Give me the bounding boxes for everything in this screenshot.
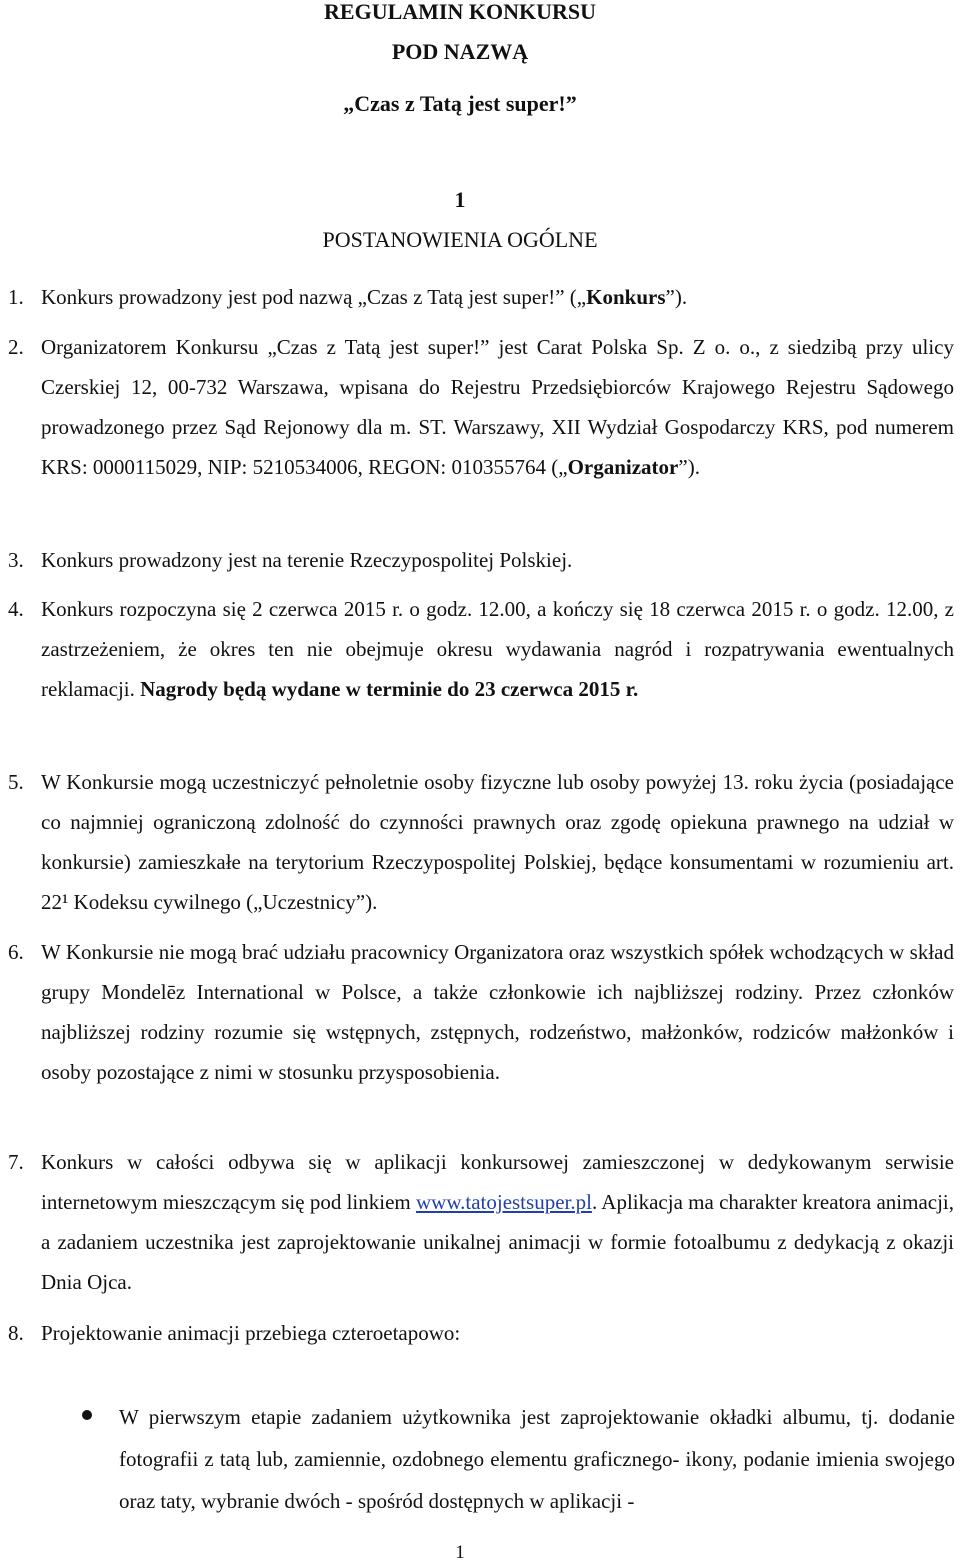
item-number: 3.: [8, 548, 24, 572]
contest-name: „Czas z Tatą jest super!”: [343, 91, 577, 116]
bullet-text: W pierwszym etapie zadaniem użytkownika jest zaprojektowanie okładki albumu, tj. dodanie fotografii z tatą lub, zamiennie, ozdobnego elementu graficznego- ikony, podanie imienia swojego oraz taty, wybranie dwóch - spośród dostępnych w aplikacji -: [119, 1405, 955, 1513]
document-subtitle: POD NAZWĄ: [391, 39, 529, 64]
item-number: 7.: [8, 1150, 24, 1174]
item-number: 8.: [8, 1321, 24, 1345]
item-number: 2.: [8, 335, 24, 359]
item-text: Konkurs rozpoczyna się 2 czerwca 2015 r. o godz. 12.00, a kończy się 18 czerwca 2015 r. o godz. 12.00, z zastrzeżeniem, że okres ten nie obejmuje okresu wydawania nagród i rozpatrywania ewentualnych reklamacji. Nagrody będą wydane w terminie do 23 czerwca 2015 r.: [41, 597, 954, 701]
section-title: POSTANOWIENIA OGÓLNE: [322, 227, 598, 252]
item-text: W Konkursie nie mogą brać udziału pracownicy Organizatora oraz wszystkich spółek wchodzących w skład grupy Mondelēz International w Polsce, a także członkowie ich najbliższej rodziny. Przez członków najbliższej rodziny rozumie się wstępnych, zstępnych, rodzeństwo, małżonków, rodziców małżonków i osoby pozostające z nimi w stosunku przysposobienia.: [41, 940, 954, 1084]
item-number: 6.: [8, 940, 24, 964]
item-number: 4.: [8, 597, 24, 621]
item-number: 1.: [8, 285, 24, 309]
item-text: Konkurs prowadzony jest na terenie Rzeczypospolitej Polskiej.: [41, 548, 573, 572]
bullet-icon: [82, 1410, 92, 1420]
item-text: Konkurs w całości odbywa się w aplikacji konkursowej zamieszczonej w dedykowanym serwisie internetowym mieszczącym się pod linkiem www.tatojestsuper.pl. Aplikacja ma charakter kreatora animacji, a zadaniem uczestnika jest zaprojektowanie unikalnej animacji w formie fotoalbumu z dedykacją z okazji Dnia Ojca.: [41, 1150, 955, 1294]
item-text: Organizatorem Konkursu „Czas z Tatą jest super!” jest Carat Polska Sp. Z o. o., z siedzibą przy ulicy Czerskiej 12, 00-732 Warszawa, wpisana do Rejestru Przedsiębiorców Krajowego Rejestru Sądowego prowadzonego przez Sąd Rejonowy dla m. ST. Warszawy, XII Wydział Gospodarczy KRS, pod numerem KRS: 0000115029, NIP: 5210534006, REGON: 010355764 („Organizator”).: [41, 335, 954, 479]
item-text: W Konkursie mogą uczestniczyć pełnoletnie osoby fizyczne lub osoby powyżej 13. roku życia (posiadające co najmniej ograniczoną zdolność do czynności prawnych oraz zgodę opiekuna prawnego na udział w konkursie) zamieszkałe na terytorium Rzeczypospolitej Polskiej, będące konsumentami w rozumieniu art. 22¹ Kodeksu cywilnego („Uczestnicy”).: [41, 770, 954, 914]
item-text: Projektowanie animacji przebiega czteroetapowo:: [41, 1321, 461, 1345]
item-text: Konkurs prowadzony jest pod nazwą „Czas z Tatą jest super!” („Konkurs”).: [41, 285, 688, 309]
section-number: 1: [454, 187, 466, 212]
item-number: 5.: [8, 770, 24, 794]
document-title: REGULAMIN KONKURSU: [324, 0, 596, 24]
page-number: 1: [455, 1542, 465, 1563]
contest-website-link[interactable]: www.tatojestsuper.pl: [415, 1190, 592, 1214]
